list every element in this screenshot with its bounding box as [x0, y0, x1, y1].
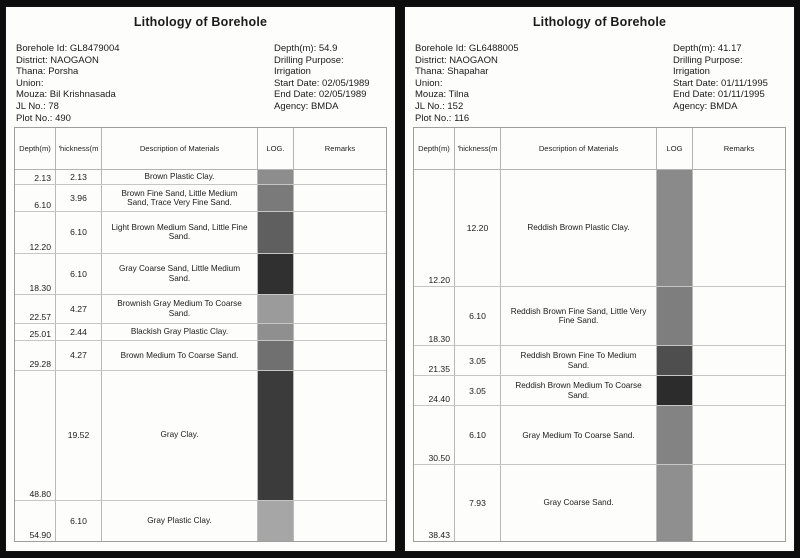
remarks-cell: [294, 371, 386, 500]
thickness-cell: 4.27: [56, 295, 102, 323]
log-strip: [258, 295, 294, 323]
column-header-remarks: Remarks: [324, 144, 356, 153]
depth-cell: 24.40: [414, 376, 455, 405]
info-line: Plot No.: 490: [16, 112, 71, 124]
table-row: [414, 376, 785, 406]
table-header-row: [15, 128, 386, 170]
log-strip: [657, 376, 693, 405]
depth-cell: 2.13: [15, 170, 56, 184]
thickness-cell: 12.20: [455, 170, 501, 286]
log-strip: [657, 406, 693, 464]
info-line: Union:: [415, 77, 443, 89]
info-line: Drilling Purpose:: [673, 54, 743, 66]
description-cell: Gray Coarse Sand, Little Medium Sand.: [102, 254, 258, 294]
column-header-description: Description of Materials: [501, 128, 657, 169]
description-cell: Gray Clay.: [102, 371, 258, 500]
info-line: Irrigation: [673, 66, 710, 78]
log-strip: [258, 254, 294, 294]
depth-cell: 6.10: [15, 185, 56, 211]
log-strip: [657, 465, 693, 541]
thickness-cell: 6.10: [56, 501, 102, 541]
column-header-log: LOG.: [258, 128, 294, 169]
depth-cell: 12.20: [15, 212, 56, 252]
depth-cell: 54.90: [15, 501, 56, 541]
thickness-cell: 6.10: [455, 406, 501, 464]
info-line: District: NAOGAON: [415, 54, 498, 66]
description-cell: Reddish Brown Plastic Clay.: [501, 170, 657, 286]
log-strip: [258, 212, 294, 252]
info-line: Mouza: Tilna: [415, 89, 469, 101]
depth-cell: 38.43: [414, 465, 455, 541]
borehole-panel-left: [5, 6, 396, 552]
column-header-depth: Depth(m): [15, 128, 56, 169]
page-title: Lithology of Borehole: [133, 15, 268, 29]
remarks-cell: [294, 341, 386, 369]
remarks-cell: [294, 254, 386, 294]
description-cell: Reddish Brown Fine To Medium Sand.: [501, 346, 657, 375]
log-strip: [258, 324, 294, 340]
depth-cell: 18.30: [414, 287, 455, 345]
info-line: JL No.: 152: [415, 100, 464, 112]
log-strip: [657, 287, 693, 345]
description-cell: Light Brown Medium Sand, Little Fine Sand.: [102, 212, 258, 252]
header-info: [16, 43, 391, 127]
thickness-cell: 4.27: [56, 341, 102, 369]
remarks-cell: [294, 212, 386, 252]
log-strip: [258, 170, 294, 184]
remarks-cell: [693, 465, 785, 541]
column-header-depth: Depth(m): [414, 128, 455, 169]
remarks-cell: [693, 170, 785, 286]
description-cell: Gray Coarse Sand.: [501, 465, 657, 541]
remarks-cell: [693, 376, 785, 405]
table-row: [414, 406, 785, 465]
table-row: [15, 341, 386, 370]
remarks-cell: [693, 406, 785, 464]
log-strip: [258, 371, 294, 500]
info-line: JL No.: 78: [16, 100, 59, 112]
remarks-cell: [294, 324, 386, 340]
thickness-cell: 6.10: [56, 254, 102, 294]
borehole-panel-right: [404, 6, 795, 552]
lithology-table: [413, 127, 786, 542]
column-header-log: LOG: [657, 128, 693, 169]
info-line: Union:: [16, 77, 44, 89]
info-line: Thana: Shapahar: [415, 66, 489, 78]
borehole-identity-block: [16, 43, 120, 124]
thickness-cell: 2.44: [56, 324, 102, 340]
info-line: Borehole Id: GL8479004: [16, 43, 120, 54]
log-strip: [657, 346, 693, 375]
info-line: Agency: BMDA: [274, 100, 339, 112]
depth-cell: 12.20: [414, 170, 455, 286]
remarks-cell: [693, 346, 785, 375]
table-row: [15, 295, 386, 324]
table-row: [15, 371, 386, 501]
info-line: Depth(m): 41.17: [673, 43, 742, 54]
table-row: [15, 170, 386, 185]
table-row: [15, 254, 386, 295]
table-body: [15, 170, 386, 541]
description-cell: Brown Plastic Clay.: [102, 170, 258, 184]
thickness-cell: 6.10: [56, 212, 102, 252]
depth-cell: 21.35: [414, 346, 455, 375]
table-row: [414, 170, 785, 287]
description-cell: Brown Medium To Coarse Sand.: [102, 341, 258, 369]
log-strip: [657, 170, 693, 286]
thickness-cell: 3.96: [56, 185, 102, 211]
thickness-cell: 6.10: [455, 287, 501, 345]
info-line: District: NAOGAON: [16, 54, 99, 66]
column-header-thickness: 'hickness(m: [56, 128, 102, 169]
column-header-thickness: 'hickness(m: [455, 128, 501, 169]
info-line: Depth(m): 54.9: [274, 43, 338, 54]
table-row: [414, 287, 785, 346]
header-info: [415, 43, 790, 127]
log-strip: [258, 341, 294, 369]
table-row: [15, 212, 386, 253]
lithology-table: [14, 127, 387, 542]
depth-cell: 22.57: [15, 295, 56, 323]
thickness-cell: 3.05: [455, 346, 501, 375]
description-cell: Blackish Gray Plastic Clay.: [102, 324, 258, 340]
table-row: [15, 185, 386, 212]
depth-cell: 30.50: [414, 406, 455, 464]
drilling-details-block: [673, 43, 795, 113]
thickness-cell: 7.93: [455, 465, 501, 541]
info-line: End Date: 02/05/1989: [274, 89, 367, 101]
remarks-cell: [294, 295, 386, 323]
table-row: [414, 346, 785, 376]
info-line: Agency: BMDA: [673, 100, 738, 112]
info-line: Mouza: Bil Krishnasada: [16, 89, 116, 101]
description-cell: Brown Fine Sand, Little Medium Sand, Trace Very Fine Sand.: [102, 185, 258, 211]
description-cell: Reddish Brown Medium To Coarse Sand.: [501, 376, 657, 405]
info-line: Thana: Porsha: [16, 66, 79, 78]
thickness-cell: 19.52: [56, 371, 102, 500]
page-title: Lithology of Borehole: [532, 15, 667, 29]
info-line: Start Date: 02/05/1989: [274, 77, 370, 89]
info-line: End Date: 01/11/1995: [673, 89, 765, 101]
thickness-cell: 3.05: [455, 376, 501, 405]
info-line: Plot No.: 116: [415, 112, 470, 124]
remarks-cell: [294, 185, 386, 211]
remarks-cell: [294, 170, 386, 184]
remarks-cell: [294, 501, 386, 541]
table-row: [15, 324, 386, 341]
table-row: [414, 465, 785, 541]
description-cell: Brownish Gray Medium To Coarse Sand.: [102, 295, 258, 323]
borehole-identity-block: [415, 43, 519, 124]
info-line: Borehole Id: GL6488005: [415, 43, 519, 54]
table-body: [414, 170, 785, 541]
description-cell: Gray Plastic Clay.: [102, 501, 258, 541]
log-strip: [258, 501, 294, 541]
description-cell: Gray Medium To Coarse Sand.: [501, 406, 657, 464]
info-line: Drilling Purpose:: [274, 54, 344, 66]
table-header-row: [414, 128, 785, 170]
table-row: [15, 501, 386, 541]
column-header-remarks: Remarks: [723, 144, 755, 153]
depth-cell: 48.80: [15, 371, 56, 500]
log-strip: [258, 185, 294, 211]
drilling-details-block: [274, 43, 396, 113]
remarks-cell: [693, 287, 785, 345]
depth-cell: 29.28: [15, 341, 56, 369]
info-line: Start Date: 01/11/1995: [673, 77, 768, 89]
depth-cell: 18.30: [15, 254, 56, 294]
depth-cell: 25.01: [15, 324, 56, 340]
column-header-description: Description of Materials: [102, 128, 258, 169]
info-line: Irrigation: [274, 66, 311, 78]
description-cell: Reddish Brown Fine Sand, Little Very Fine Sand.: [501, 287, 657, 345]
thickness-cell: 2.13: [56, 170, 102, 184]
